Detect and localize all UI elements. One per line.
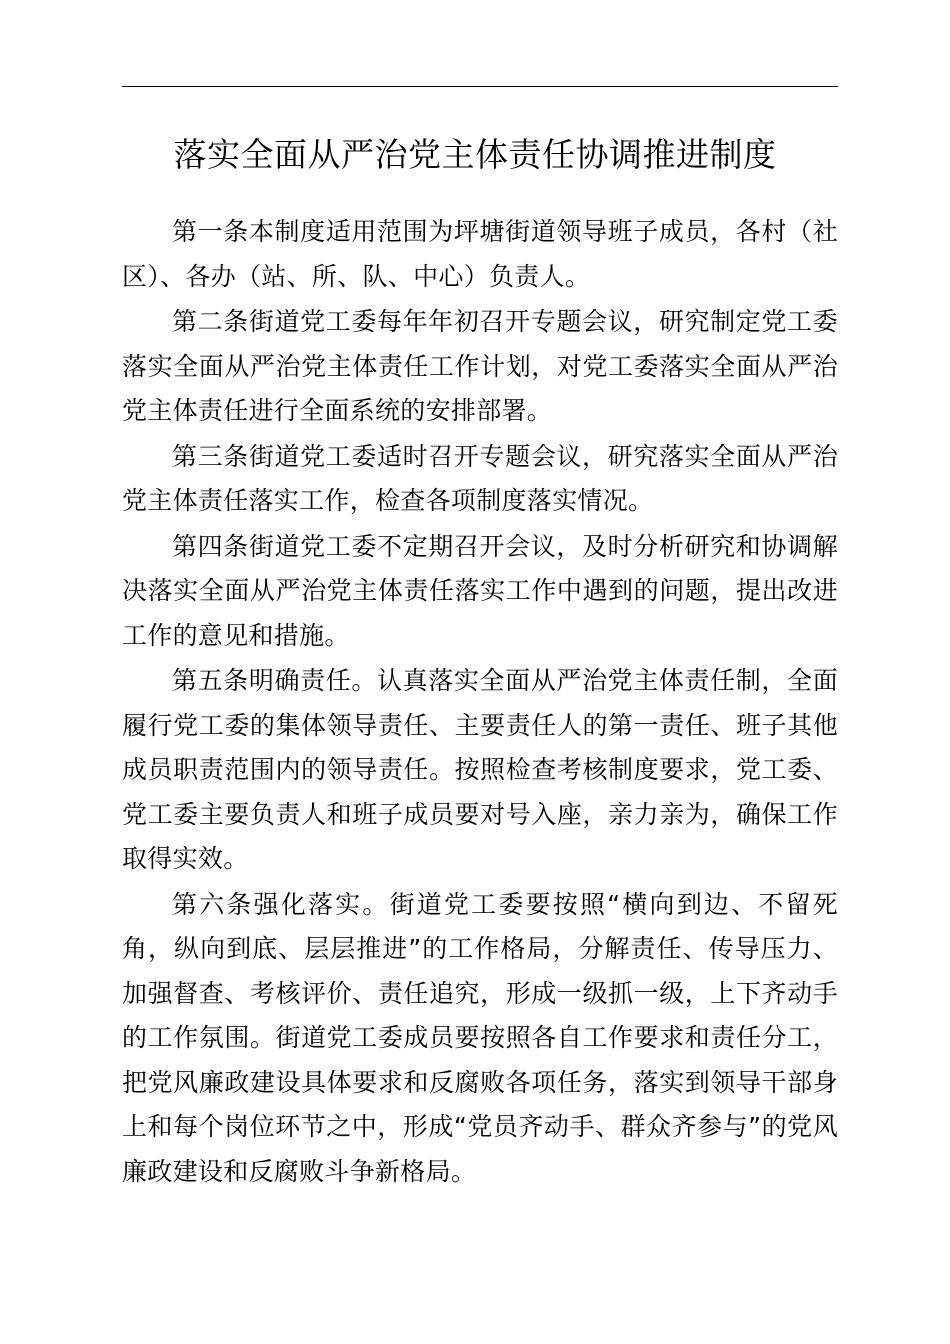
article-6-paragraph: 第六条强化落实。街道党工委要按照“横向到边、不留死角，纵向到底、层层推进”的工作格局，分解责任、传导压力、加强督查、考核评价、责任追究，形成一级抓一级，上下齐动手的工作氛围。街道党工委成员要按照各自工作要求和责任分工，把党风廉政建设具体要求和反腐败各项任务，落实到领导干部身上和每个岗位环节之中，形成“党员齐动手、群众齐参与”的党风廉政建设和反腐败斗争新格局。 [122, 889, 838, 1186]
article-3-paragraph: 第三条街道党工委适时召开专题会议，研究落实全面从严治党主体责任落实工作，检查各项制度落实情况。 [122, 441, 838, 515]
document-title: 落实全面从严治党主体责任协调推进制度 [173, 135, 777, 174]
article-4-paragraph: 第四条街道党工委不定期召开会议，及时分析研究和协调解决落实全面从严治党主体责任落实工作中遇到的问题，提出改进工作的意见和措施。 [122, 531, 838, 650]
article-5-paragraph: 第五条明确责任。认真落实全面从严治党主体责任制，全面履行党工委的集体领导责任、主要责任人的第一责任、班子其他成员职责范围内的领导责任。按照检查考核制度要求，党工委、党工委主要负责人和班子成员要对号入座，亲力亲为，确保工作取得实效。 [122, 666, 838, 873]
article-1-paragraph: 第一条本制度适用范围为坪塘街道领导班子成员，各村（社区）、各办（站、所、队、中心）负责人。 [122, 217, 838, 291]
article-2-paragraph: 第二条街道党工委每年年初召开专题会议，研究制定党工委落实全面从严治党主体责任工作计划，对党工委落实全面从严治党主体责任进行全面系统的安排部署。 [122, 307, 838, 425]
header-rule [122, 86, 838, 87]
document-body [122, 210, 838, 1195]
